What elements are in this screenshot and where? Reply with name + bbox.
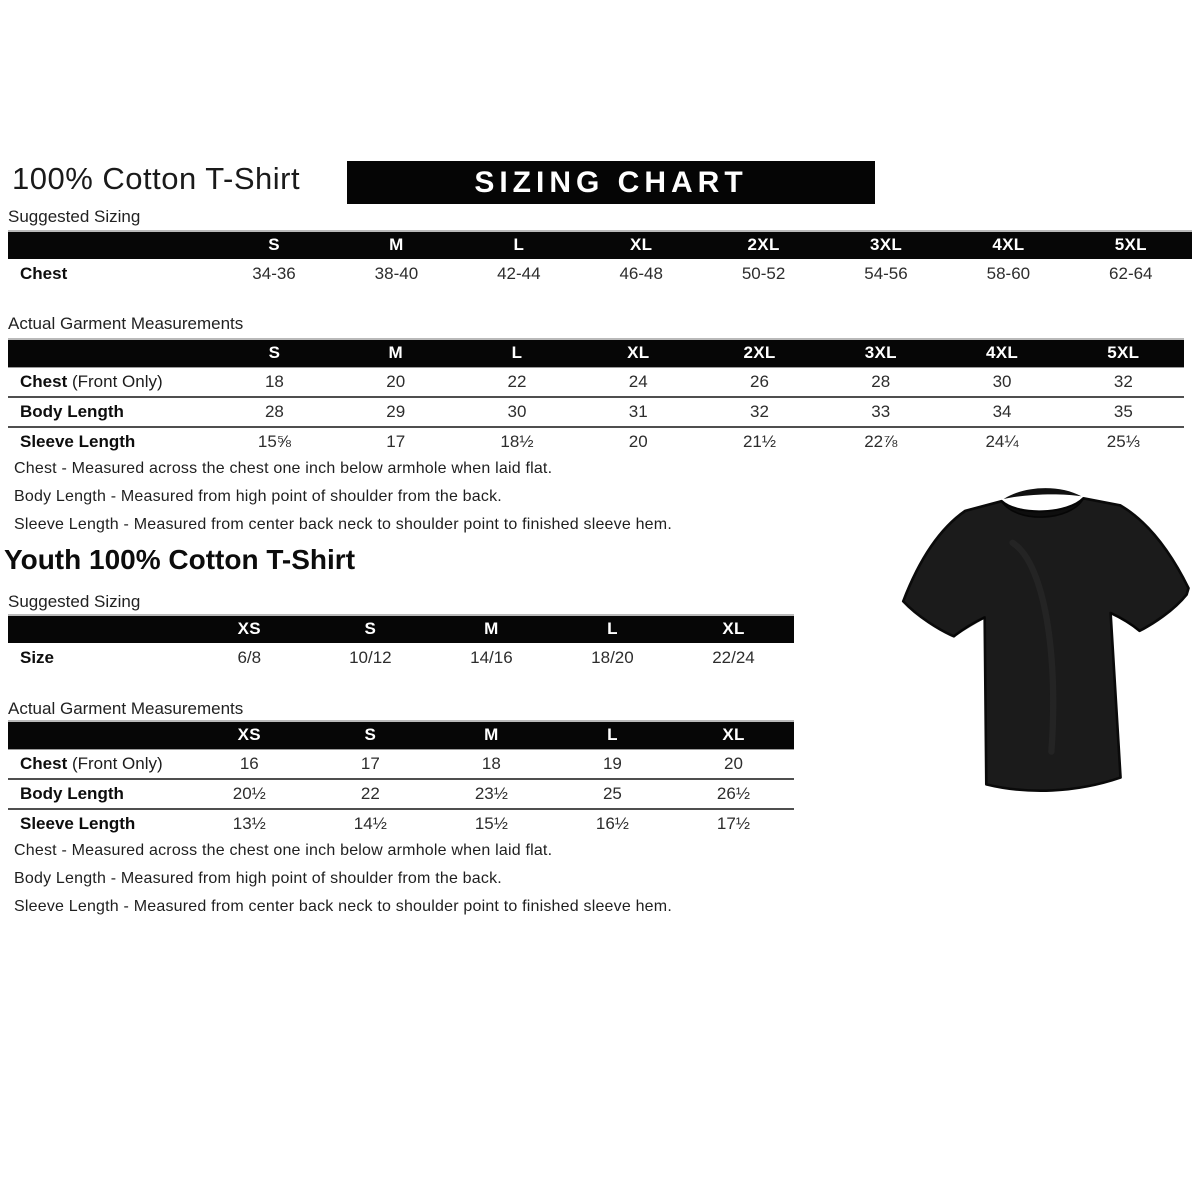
adult-suggested-sizing-table-grid: [8, 230, 1192, 289]
cell-sleeve-length-4xl: 24¼: [941, 427, 1062, 456]
col-header-3xl: 3XL: [820, 339, 941, 368]
cell-body-length-3xl: 33: [820, 397, 941, 427]
col-header-s: S: [213, 231, 335, 259]
cell-chest-xl: 20: [673, 750, 794, 780]
col-header-xl: XL: [673, 615, 794, 643]
cell-sleeve-length-s: 15⅝: [214, 427, 335, 456]
cell-sleeve-length-l: 18½: [456, 427, 577, 456]
cell-size-m: 14/16: [470, 648, 513, 667]
header-corner-cell: [8, 231, 213, 259]
cell-chest-l: 22: [456, 368, 577, 398]
tshirt-back-collar: [1003, 487, 1081, 499]
row-label-suffix: (Front Only): [67, 754, 163, 773]
cell-body-length-m: 23½: [431, 779, 552, 809]
col-header-2xl: 2XL: [702, 231, 824, 259]
cell-chest-2xl: 50-52: [741, 264, 786, 283]
note-body-length: Body Length - Measured from high point of shoulder from the back.: [14, 488, 502, 505]
row-label-sleeve-length: [8, 427, 214, 456]
table-row-size: [8, 643, 794, 673]
cell-sleeve-length-5xl: 25⅓: [1063, 427, 1184, 456]
sizing-chart-banner: SIZING CHART: [347, 161, 875, 204]
row-label-text: Body Length: [20, 402, 124, 421]
row-label-text: Chest: [20, 264, 68, 283]
youth-suggested-sizing-table-grid: [8, 614, 794, 673]
cell-chest-xl: 24: [578, 368, 699, 398]
cell-sleeve-length-l: 16½: [552, 809, 673, 838]
adult-garment-measurements-table: [8, 338, 1184, 456]
col-header-xl: XL: [580, 231, 702, 259]
table-row-chest: [8, 750, 794, 780]
youth-garment-measurements-table-grid: [8, 720, 794, 838]
row-label-chest: [8, 750, 189, 780]
youth-suggested-sizing-label: Suggested Sizing: [8, 592, 141, 611]
cell-body-length-5xl: 35: [1063, 397, 1184, 427]
col-header-l: L: [552, 615, 673, 643]
table-row-body-length: [8, 779, 794, 809]
cell-body-length-xl: 26½: [673, 779, 794, 809]
col-header-s: S: [214, 339, 335, 368]
col-header-4xl: 4XL: [941, 339, 1062, 368]
cell-sleeve-length-xl: 17½: [673, 809, 794, 838]
cell-sleeve-length-m: 17: [335, 427, 456, 456]
size-header-row: [8, 231, 1192, 259]
table-row-sleeve-length: [8, 427, 1184, 456]
cell-chest-3xl: 28: [820, 368, 941, 398]
cell-chest-s: 17: [310, 750, 431, 780]
row-label-suffix: (Front Only): [67, 372, 163, 391]
col-header-m: M: [431, 721, 552, 750]
col-header-xs: XS: [189, 615, 310, 643]
row-label-text: Chest: [20, 372, 68, 391]
col-header-5xl: 5XL: [1070, 231, 1192, 259]
col-header-l: L: [458, 231, 580, 259]
cell-body-length-xs: 20½: [189, 779, 310, 809]
size-header-row: [8, 615, 794, 643]
size-header-row: [8, 721, 794, 750]
col-header-2xl: 2XL: [699, 339, 820, 368]
cell-chest-4xl: 58-60: [986, 264, 1031, 283]
cell-chest-2xl: 26: [699, 368, 820, 398]
table-row-body-length: [8, 397, 1184, 427]
cell-chest-s: 18: [214, 368, 335, 398]
col-header-4xl: 4XL: [947, 231, 1069, 259]
cell-sleeve-length-xl: 20: [578, 427, 699, 456]
cell-chest-l: 42-44: [497, 264, 541, 283]
youth-measurement-notes: [14, 842, 874, 926]
cell-sleeve-length-m: 15½: [431, 809, 552, 838]
row-label-body-length: [8, 779, 189, 809]
note-sleeve-length: Sleeve Length - Measured from center back neck to shoulder point to finished sleeve hem.: [14, 516, 672, 533]
page-title: 100% Cotton T-Shirt: [12, 161, 301, 196]
header-corner-cell: [8, 721, 189, 750]
cell-body-length-s: 22: [310, 779, 431, 809]
cell-chest-5xl: 62-64: [1109, 264, 1153, 283]
cell-chest-s: 34-36: [252, 264, 296, 283]
cell-chest-m: 38-40: [374, 264, 419, 283]
col-header-l: L: [552, 721, 673, 750]
header-corner-cell: [8, 615, 189, 643]
cell-body-length-l: 25: [552, 779, 673, 809]
note-chest: Chest - Measured across the chest one inch below armhole when laid flat.: [14, 460, 553, 477]
cell-chest-l: 19: [552, 750, 673, 780]
cell-chest-5xl: 32: [1063, 368, 1184, 398]
cell-chest-xs: 16: [189, 750, 310, 780]
cell-sleeve-length-2xl: 21½: [699, 427, 820, 456]
adult-garment-measurements-label: Actual Garment Measurements: [8, 314, 244, 333]
cell-chest-xl: 46-48: [619, 264, 663, 283]
row-label-sleeve-length: [8, 809, 189, 838]
note-chest: Chest - Measured across the chest one inch below armhole when laid flat.: [14, 842, 553, 859]
size-header-row: [8, 339, 1184, 368]
table-row-chest: [8, 259, 1192, 289]
header-corner-cell: [8, 339, 214, 368]
cell-size-l: 18/20: [591, 648, 634, 667]
cell-size-s: 10/12: [349, 648, 392, 667]
cell-size-xs: 6/8: [237, 648, 262, 667]
adult-measurement-notes: [14, 460, 874, 544]
youth-suggested-sizing-table: [8, 614, 794, 673]
row-label-body-length: [8, 397, 214, 427]
row-label-size: [8, 643, 189, 673]
cell-sleeve-length-3xl: 22⅞: [820, 427, 941, 456]
col-header-m: M: [335, 339, 456, 368]
col-header-s: S: [310, 615, 431, 643]
cell-sleeve-length-xs: 13½: [189, 809, 310, 838]
col-header-xl: XL: [578, 339, 699, 368]
adult-suggested-sizing-label: Suggested Sizing: [8, 207, 141, 226]
youth-garment-measurements-label: Actual Garment Measurements: [8, 699, 244, 718]
cell-chest-4xl: 30: [941, 368, 1062, 398]
note-body-length: Body Length - Measured from high point of shoulder from the back.: [14, 870, 502, 887]
col-header-m: M: [431, 615, 552, 643]
col-header-3xl: 3XL: [825, 231, 947, 259]
cell-chest-3xl: 54-56: [864, 264, 908, 283]
row-label-text: Size: [20, 648, 55, 667]
note-sleeve-length: Sleeve Length - Measured from center back neck to shoulder point to finished sleeve hem.: [14, 898, 672, 915]
adult-garment-measurements-table-grid: [8, 338, 1184, 456]
cell-body-length-m: 29: [335, 397, 456, 427]
cell-body-length-xl: 31: [578, 397, 699, 427]
cell-body-length-4xl: 34: [941, 397, 1062, 427]
row-label-text: Sleeve Length: [20, 432, 136, 451]
row-label-text: Chest: [20, 754, 68, 773]
col-header-5xl: 5XL: [1063, 339, 1184, 368]
col-header-m: M: [335, 231, 457, 259]
cell-chest-m: 20: [335, 368, 456, 398]
row-label-text: Sleeve Length: [20, 814, 136, 833]
col-header-xl: XL: [673, 721, 794, 750]
youth-garment-measurements-table: [8, 720, 794, 838]
row-label-chest: [8, 368, 214, 398]
cell-body-length-l: 30: [456, 397, 577, 427]
youth-section-title: Youth 100% Cotton T-Shirt: [4, 544, 356, 575]
adult-suggested-sizing-table: [8, 230, 1192, 289]
cell-size-xl: 22/24: [712, 648, 755, 667]
cell-body-length-s: 28: [214, 397, 335, 427]
black-tshirt-graphic: [890, 468, 1200, 818]
tshirt-image: [890, 468, 1200, 818]
cell-body-length-2xl: 32: [699, 397, 820, 427]
col-header-xs: XS: [189, 721, 310, 750]
col-header-s: S: [310, 721, 431, 750]
row-label-text: Body Length: [20, 784, 124, 803]
table-row-sleeve-length: [8, 809, 794, 838]
col-header-l: L: [456, 339, 577, 368]
row-label-chest: [8, 259, 213, 289]
cell-chest-m: 18: [431, 750, 552, 780]
table-row-chest: [8, 368, 1184, 398]
cell-sleeve-length-s: 14½: [310, 809, 431, 838]
